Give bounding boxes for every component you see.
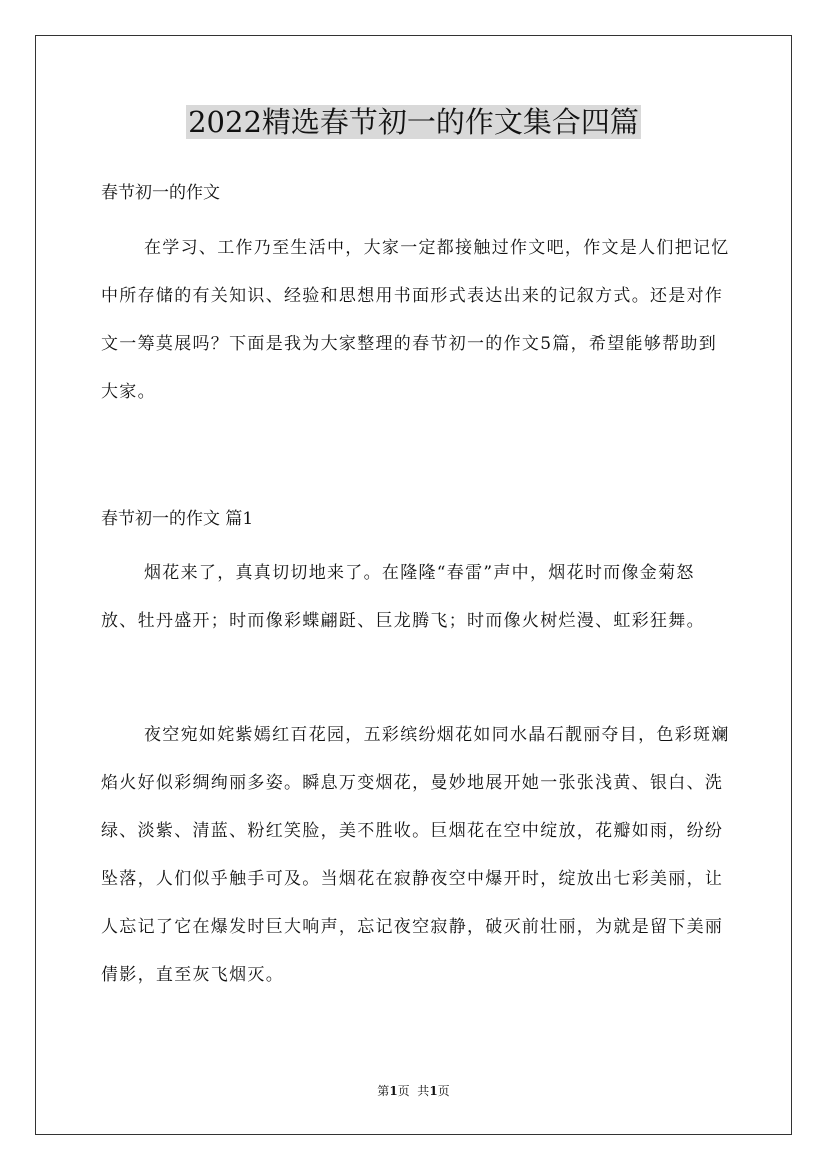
- section-heading-essay-1: 春节初一的作文 篇1: [101, 509, 254, 529]
- document-title-text: 2022精选春节初一的作文集合四篇: [188, 105, 639, 139]
- essay-1-paragraph-2: 夜空宛如姹紫嫣红百花园，五彩缤纷烟花如同水晶石靓丽夺目，色彩斑斓焰火好似彩绸绚丽多姿。瞬息万变烟花，曼妙地展开她一张张浅黄、银白、洗绿、淡紫、清蓝、粉红笑脸，美不胜收。巨烟花在空中绽放，花瓣如雨，纷纷坠落，人们似乎触手可及。当烟花在寂静夜空中爆开时，绽放出七彩美丽，让人忘记了它在爆发时巨大响声，忘记夜空寂静，破灭前壮丽，为就是留下美丽倩影，直至灰飞烟灭。: [101, 725, 730, 985]
- footer-page-prefix: 第: [377, 1084, 390, 1098]
- document-title: [0, 101, 827, 143]
- footer-page-mid: 页 共: [397, 1084, 430, 1098]
- footer-page-suffix: 页: [437, 1084, 450, 1098]
- essay-1-paragraph-1: 烟花来了，真真切切地来了。在隆隆“春雷”声中，烟花时而像金菊怒放、牡丹盛开；时而像彩蝶翩跹、巨龙腾飞；时而像火树烂漫、虹彩狂舞。: [101, 563, 705, 631]
- page-footer: [0, 1082, 827, 1100]
- section-heading-intro: 春节初一的作文: [101, 183, 220, 203]
- footer-page-total: 1: [429, 1084, 438, 1098]
- intro-paragraph: 在学习、工作乃至生活中，大家一定都接触过作文吧，作文是人们把记忆中所存储的有关知识、经验和思想用书面形式表达出来的记叙方式。还是对作文一筹莫展吗？下面是我为大家整理的春节初一的作文5篇，希望能够帮助到大家。: [101, 238, 730, 402]
- footer-page-current: 1: [389, 1084, 398, 1098]
